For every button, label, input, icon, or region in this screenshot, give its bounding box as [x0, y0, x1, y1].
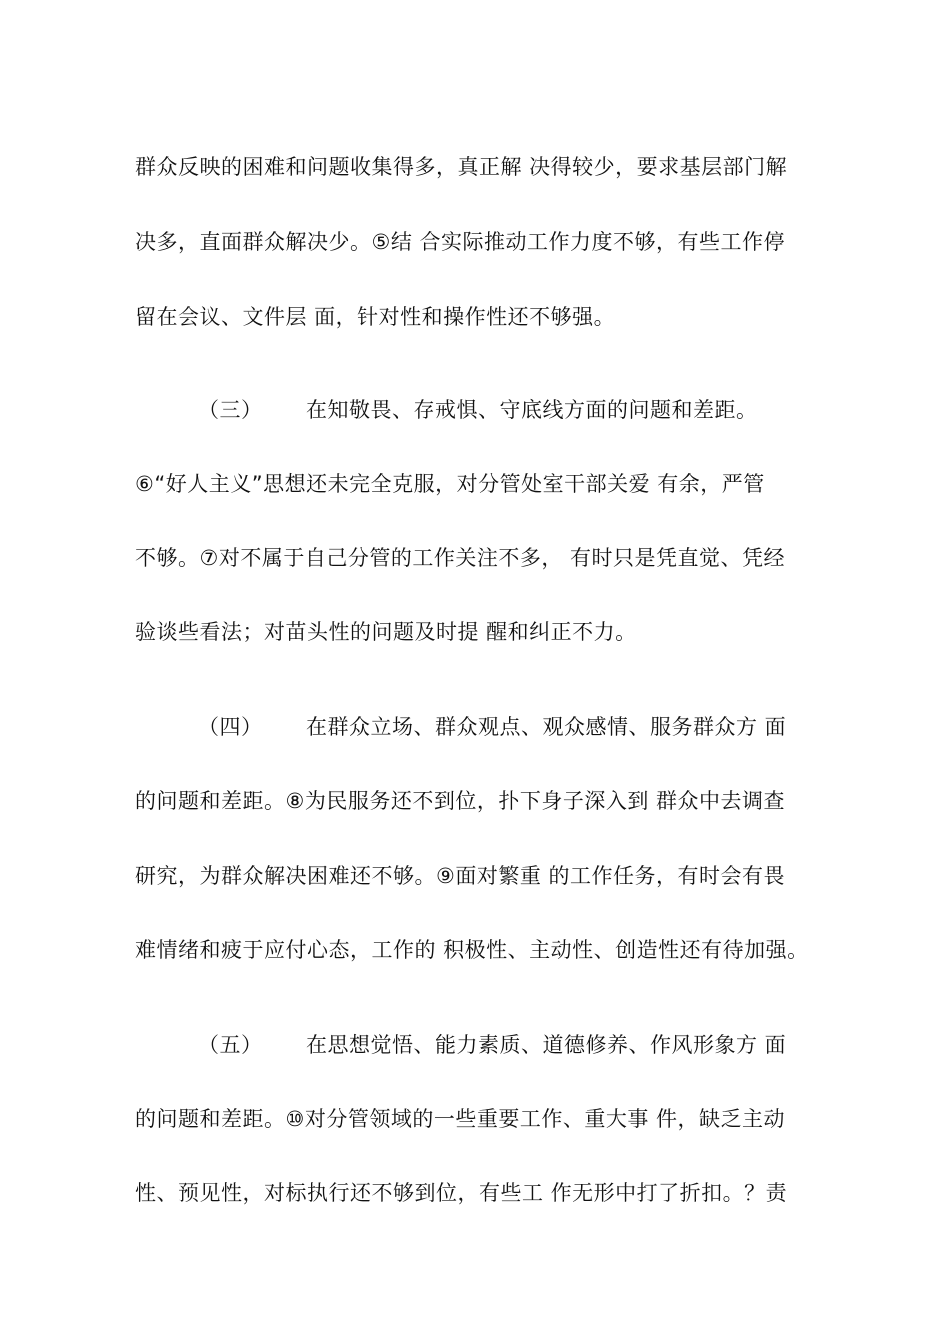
text-line: 留在会议、文件层 面，针对性和操作性还不够强。: [135, 305, 616, 329]
section-title: 在群众立场、群众观点、观众感情、服务群众方 面: [306, 715, 787, 739]
text-line: 的问题和差距。⑩对分管领域的一些重要工作、重大事 件，缺乏主动: [135, 1107, 785, 1131]
section-number: （四）: [198, 715, 263, 739]
section-title: 在知敬畏、存戒惧、守底线方面的问题和差距。: [306, 398, 758, 422]
text-line: 难情绪和疲于应付心态，工作的 积极性、主动性、创造性还有待加强。: [135, 938, 809, 962]
text-line: 不够。⑦对不属于自己分管的工作关注不多， 有时只是凭直觉、凭经: [135, 546, 785, 570]
text-line: 群众反映的困难和问题收集得多，真正解 决得较少，要求基层部门解: [135, 155, 788, 179]
text-line: 验谈些看法；对苗头性的问题及时提 醒和纠正不力。: [135, 620, 637, 644]
section-title: 在思想觉悟、能力素质、道德修养、作风形象方 面: [306, 1033, 787, 1057]
text-line: 决多，直面群众解决少。⑤结 合实际推动工作力度不够，有些工作停: [135, 230, 785, 254]
text-line: 性、预见性，对标执行还不够到位，有些工 作无形中打了折扣。？责: [135, 1181, 788, 1205]
text-line: ⑥“好人主义”思想还未完全克服，对分管处室干部关爱 有余，严管: [135, 472, 765, 496]
section-number: （五）: [198, 1033, 263, 1057]
section-number: （三）: [198, 398, 263, 422]
text-line: 研究，为群众解决困难还不够。⑨面对繁重 的工作任务，有时会有畏: [135, 864, 785, 888]
text-line: 的问题和差距。⑧为民服务还不到位，扑下身子深入到 群众中去调查: [135, 789, 785, 813]
